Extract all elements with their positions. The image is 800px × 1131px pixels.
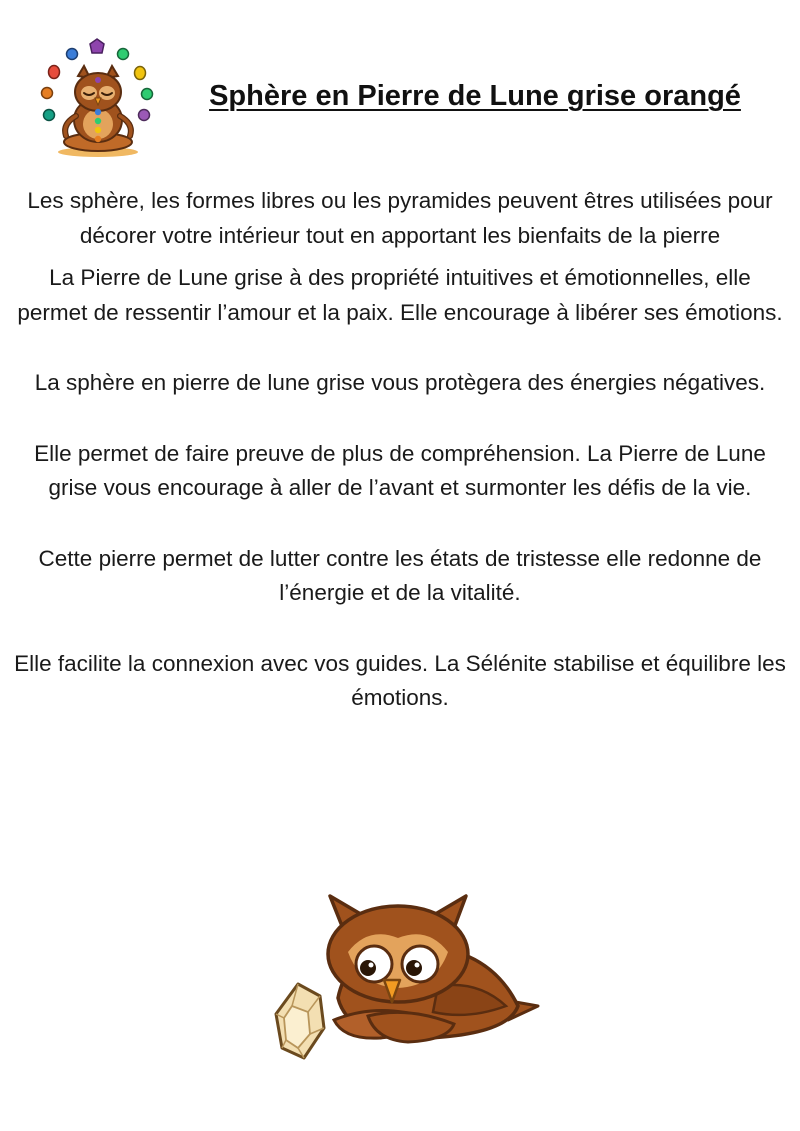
paragraph-protection: La sphère en pierre de lune grise vous protègera des énergies négatives. <box>34 370 766 395</box>
crystal-icon <box>276 984 324 1058</box>
owl-with-crystal-icon <box>268 888 548 1064</box>
paragraph-intro: Les sphère, les formes libres ou les pyramides peuvent êtres utilisées pour décorer votre intérieur tout en apportant les bienfaits de la pierre <box>27 188 773 248</box>
page-title: Sphère en Pierre de Lune grise orangé <box>209 80 741 112</box>
paragraph-properties: La Pierre de Lune grise à des propriété intuitives et émotionnelles, elle permet de ressentir l’amour et la paix. Elle encourage à libérer ses émotions. <box>17 265 783 325</box>
meditating-owl-icon <box>32 36 162 162</box>
paragraph-guides: Elle facilite la connexion avec vos guides. La Sélénite stabilise et équilibre les émotions. <box>14 650 786 710</box>
paragraph-sadness: Cette pierre permet de lutter contre les états de tristesse elle redonne de l’énergie et de la vitalité. <box>38 545 762 605</box>
document-body <box>14 184 786 716</box>
paragraph-comprehension: Elle permet de faire preuve de plus de compréhension. La Pierre de Lune grise vous encourage à aller de l’avant et surmonter les défis de la vie. <box>34 440 766 500</box>
